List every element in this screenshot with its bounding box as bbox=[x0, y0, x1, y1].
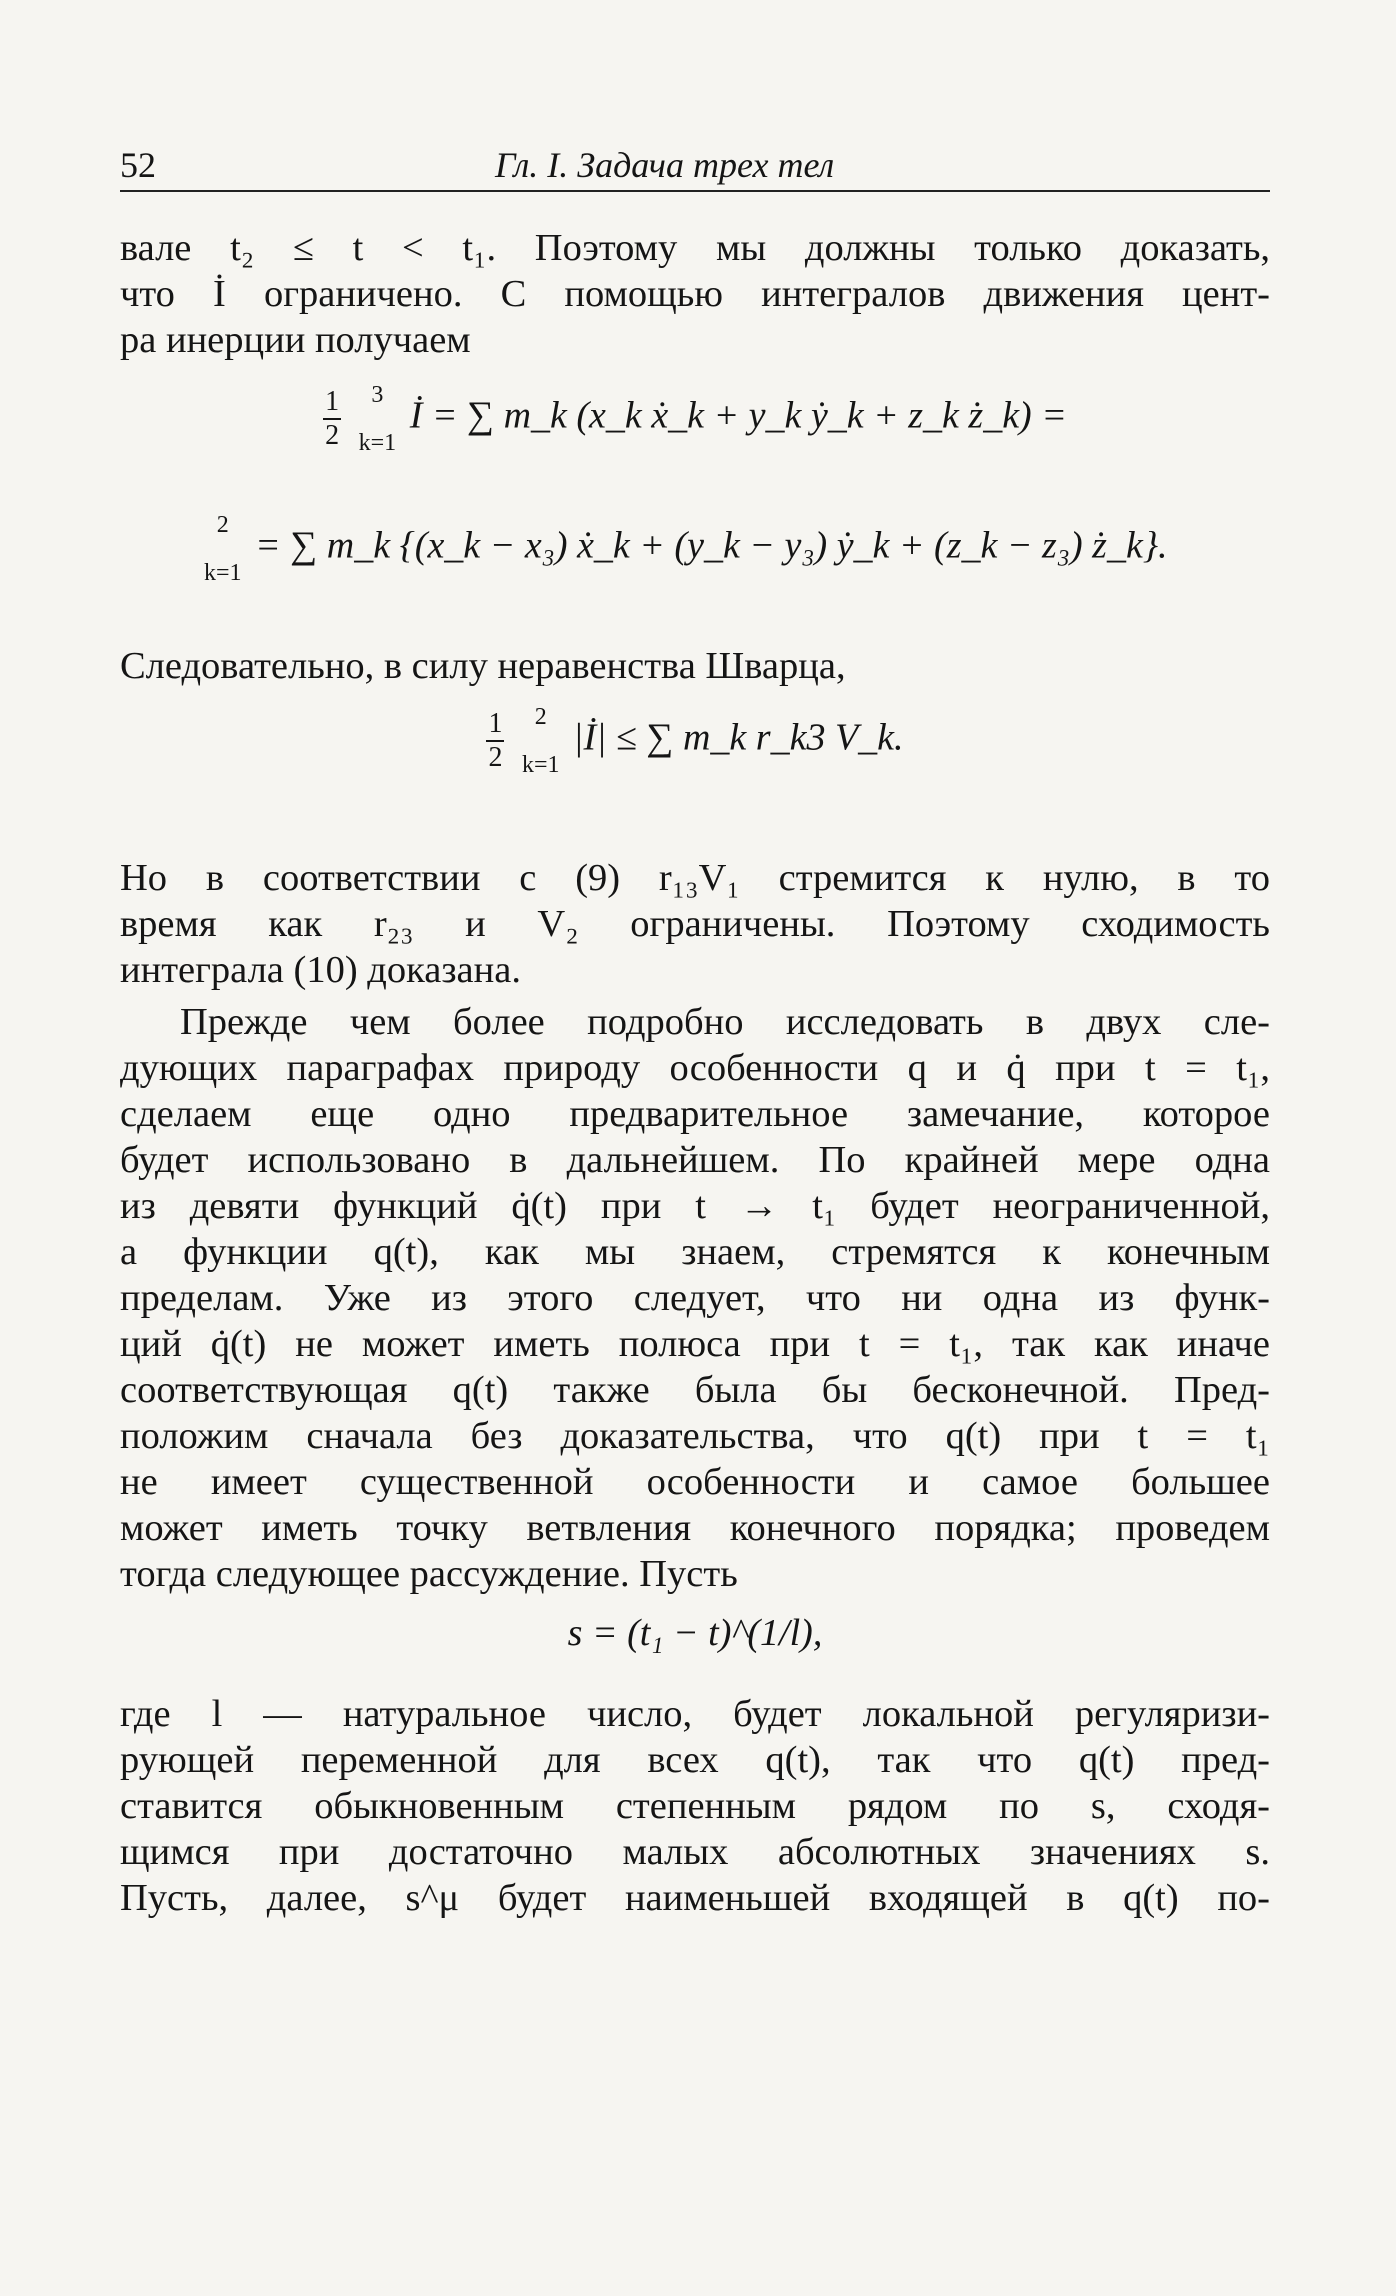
equation-body: = ∑ m_k {(x_k − x₃) ẋ_k + (y_k − y₃) ẏ_k + (z_k − z₃) ż_k}. bbox=[255, 524, 1168, 567]
running-title: Гл. I. Задача трех тел bbox=[495, 145, 835, 185]
equation-1 bbox=[120, 383, 1270, 493]
equation-3 bbox=[120, 705, 1270, 825]
paragraph-line: положим сначала без доказательства, что q(t) при t = t₁ bbox=[120, 1415, 1270, 1457]
paragraph-line: Следовательно, в силу неравенства Шварца, bbox=[120, 645, 846, 687]
paragraph-line: ра инерции получаем bbox=[120, 319, 471, 361]
page-body bbox=[120, 225, 1270, 1921]
paragraph-line: из девяти функций q̇(t) при t → t₁ будет неограниченной, bbox=[120, 1185, 1270, 1227]
sum-upper-limit: 2 bbox=[216, 512, 229, 538]
paragraph-line: время как r₂₃ и V₂ ограничены. Поэтому сходимость bbox=[120, 903, 1270, 945]
paragraph-line: щимся при достаточно малых абсолютных значениях s. bbox=[120, 1831, 1270, 1873]
fraction bbox=[323, 386, 341, 452]
paragraph-line: будет использовано в дальнейшем. По крайней мере одна bbox=[120, 1139, 1270, 1181]
equation-body: İ = ∑ m_k (x_k ẋ_k + y_k ẏ_k + z_k ż_k) = bbox=[409, 394, 1067, 437]
page-number: 52 bbox=[120, 145, 156, 185]
paragraph-line: Прежде чем более подробно исследовать в двух сле- bbox=[180, 1001, 1270, 1043]
sum-upper-limit: 2 bbox=[534, 704, 547, 730]
paragraph-line: а функции q(t), как мы знаем, стремятся к конечным bbox=[120, 1231, 1270, 1273]
paragraph-line: не имеет существенной особенности и самое большее bbox=[120, 1461, 1270, 1503]
fraction-numerator: 1 bbox=[486, 708, 504, 742]
paragraph-line: сделаем еще одно предварительное замечание, которое bbox=[120, 1093, 1270, 1135]
fraction-denominator: 2 bbox=[325, 420, 340, 451]
paragraph-line: тогда следующее рассуждение. Пусть bbox=[120, 1553, 738, 1595]
paragraph-line: рующей переменной для всех q(t), так что q(t) пред- bbox=[120, 1739, 1270, 1781]
equation-4 bbox=[120, 1611, 1270, 1681]
paragraph-line: где l — натуральное число, будет локальной регуляризи- bbox=[120, 1693, 1270, 1735]
paragraph-line: вале t₂ ≤ t < t₁. Поэтому мы должны только доказать, bbox=[120, 227, 1270, 269]
sum-limits bbox=[359, 383, 397, 455]
paragraph-line: Пусть, далее, s^μ будет наименьшей входящей в q(t) по- bbox=[120, 1877, 1270, 1919]
sum-upper-limit: 3 bbox=[371, 382, 384, 408]
fraction-denominator: 2 bbox=[488, 742, 503, 773]
fraction bbox=[486, 708, 504, 774]
equation-body: s = (t₁ − t)^(1/l), bbox=[567, 1612, 823, 1654]
paragraph-line: соответствующая q(t) также была бы бесконечной. Пред- bbox=[120, 1369, 1270, 1411]
equation-body: |İ| ≤ ∑ m_k r_k3 V_k. bbox=[573, 716, 904, 759]
equation-2 bbox=[120, 513, 1270, 623]
sum-lower-limit: k=1 bbox=[204, 560, 242, 586]
sum-limits bbox=[522, 705, 560, 777]
paragraph-line: может иметь точку ветвления конечного порядка; проведем bbox=[120, 1507, 1270, 1549]
paragraph-line: дующих параграфах природу особенности q и q̇ при t = t₁, bbox=[120, 1047, 1270, 1089]
sum-lower-limit: k=1 bbox=[358, 430, 397, 456]
paragraph-line: интеграла (10) доказана. bbox=[120, 949, 521, 991]
sum-limits bbox=[204, 513, 242, 585]
page-header bbox=[120, 140, 1270, 192]
paragraph-line: ставится обыкновенным степенным рядом по s, сходя- bbox=[120, 1785, 1270, 1827]
paragraph-line: Но в соответствии с (9) r₁₃V₁ стремится к нулю, в то bbox=[120, 857, 1270, 899]
paragraph-line: пределам. Уже из этого следует, что ни одна из функ- bbox=[120, 1277, 1270, 1319]
paragraph-line: что İ ограничено. С помощью интегралов движения цент- bbox=[120, 273, 1270, 315]
paragraph-line: ций q̇(t) не может иметь полюса при t = t₁, так как иначе bbox=[120, 1323, 1270, 1365]
fraction-numerator: 1 bbox=[323, 386, 341, 420]
sum-lower-limit: k=1 bbox=[521, 752, 560, 778]
